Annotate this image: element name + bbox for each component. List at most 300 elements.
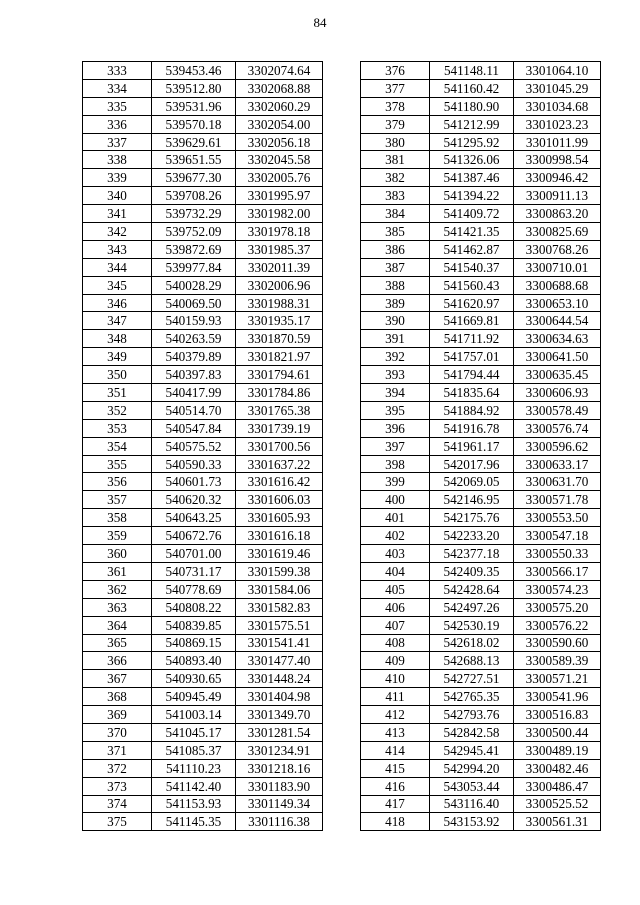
y-coordinate-cell: 3302005.76 bbox=[236, 169, 323, 187]
x-coordinate-cell: 541394.22 bbox=[430, 187, 514, 205]
point-number-cell: 414 bbox=[361, 741, 430, 759]
table-row bbox=[83, 205, 323, 223]
table-row bbox=[83, 276, 323, 294]
x-coordinate-cell: 541295.92 bbox=[430, 133, 514, 151]
y-coordinate-cell: 3301794.61 bbox=[236, 366, 323, 384]
y-coordinate-cell: 3301870.59 bbox=[236, 330, 323, 348]
y-coordinate-cell: 3300516.83 bbox=[514, 706, 601, 724]
table-row bbox=[361, 670, 601, 688]
y-coordinate-cell: 3301034.68 bbox=[514, 97, 601, 115]
point-number-cell: 337 bbox=[83, 133, 152, 151]
x-coordinate-cell: 539651.55 bbox=[152, 151, 236, 169]
x-coordinate-cell: 541620.97 bbox=[430, 294, 514, 312]
point-number-cell: 334 bbox=[83, 79, 152, 97]
x-coordinate-cell: 541153.93 bbox=[152, 795, 236, 813]
table-row bbox=[361, 294, 601, 312]
table-row bbox=[83, 580, 323, 598]
point-number-cell: 396 bbox=[361, 419, 430, 437]
table-row bbox=[361, 312, 601, 330]
y-coordinate-cell: 3300631.70 bbox=[514, 473, 601, 491]
point-number-cell: 357 bbox=[83, 491, 152, 509]
table-row bbox=[361, 527, 601, 545]
x-coordinate-cell: 541669.81 bbox=[430, 312, 514, 330]
point-number-cell: 342 bbox=[83, 223, 152, 241]
table-row bbox=[83, 115, 323, 133]
table-row bbox=[361, 205, 601, 223]
x-coordinate-cell: 543153.92 bbox=[430, 813, 514, 831]
table-row bbox=[361, 688, 601, 706]
point-number-cell: 373 bbox=[83, 777, 152, 795]
y-coordinate-cell: 3301982.00 bbox=[236, 205, 323, 223]
point-number-cell: 392 bbox=[361, 348, 430, 366]
x-coordinate-cell: 541757.01 bbox=[430, 348, 514, 366]
y-coordinate-cell: 3300541.96 bbox=[514, 688, 601, 706]
point-number-cell: 409 bbox=[361, 652, 430, 670]
x-coordinate-cell: 541145.35 bbox=[152, 813, 236, 831]
y-coordinate-cell: 3300635.45 bbox=[514, 366, 601, 384]
table-row bbox=[361, 330, 601, 348]
y-coordinate-cell: 3301582.83 bbox=[236, 598, 323, 616]
point-number-cell: 383 bbox=[361, 187, 430, 205]
table-row bbox=[83, 813, 323, 831]
table-row bbox=[83, 562, 323, 580]
x-coordinate-cell: 541560.43 bbox=[430, 276, 514, 294]
y-coordinate-cell: 3301619.46 bbox=[236, 545, 323, 563]
y-coordinate-cell: 3300547.18 bbox=[514, 527, 601, 545]
y-coordinate-cell: 3300946.42 bbox=[514, 169, 601, 187]
y-coordinate-cell: 3302060.29 bbox=[236, 97, 323, 115]
x-coordinate-cell: 542146.95 bbox=[430, 491, 514, 509]
point-number-cell: 371 bbox=[83, 741, 152, 759]
y-coordinate-cell: 3302068.88 bbox=[236, 79, 323, 97]
table-row bbox=[361, 115, 601, 133]
point-number-cell: 360 bbox=[83, 545, 152, 563]
x-coordinate-cell: 542017.96 bbox=[430, 455, 514, 473]
point-number-cell: 349 bbox=[83, 348, 152, 366]
x-coordinate-cell: 540397.83 bbox=[152, 366, 236, 384]
point-number-cell: 335 bbox=[83, 97, 152, 115]
point-number-cell: 352 bbox=[83, 401, 152, 419]
point-number-cell: 413 bbox=[361, 723, 430, 741]
point-number-cell: 382 bbox=[361, 169, 430, 187]
x-coordinate-cell: 539872.69 bbox=[152, 240, 236, 258]
x-coordinate-cell: 541212.99 bbox=[430, 115, 514, 133]
x-coordinate-cell: 539453.46 bbox=[152, 62, 236, 80]
y-coordinate-cell: 3300525.52 bbox=[514, 795, 601, 813]
y-coordinate-cell: 3300633.17 bbox=[514, 455, 601, 473]
x-coordinate-cell: 543116.40 bbox=[430, 795, 514, 813]
table-row bbox=[361, 473, 601, 491]
x-coordinate-cell: 541835.64 bbox=[430, 384, 514, 402]
x-coordinate-cell: 542945.41 bbox=[430, 741, 514, 759]
y-coordinate-cell: 3301349.70 bbox=[236, 706, 323, 724]
point-number-cell: 418 bbox=[361, 813, 430, 831]
table-row bbox=[361, 795, 601, 813]
point-number-cell: 372 bbox=[83, 759, 152, 777]
point-number-cell: 387 bbox=[361, 258, 430, 276]
table-row bbox=[361, 509, 601, 527]
x-coordinate-cell: 542793.76 bbox=[430, 706, 514, 724]
x-coordinate-cell: 540945.49 bbox=[152, 688, 236, 706]
x-coordinate-cell: 542175.76 bbox=[430, 509, 514, 527]
point-number-cell: 361 bbox=[83, 562, 152, 580]
table-row bbox=[361, 276, 601, 294]
table-row bbox=[361, 133, 601, 151]
y-coordinate-cell: 3302074.64 bbox=[236, 62, 323, 80]
table-row bbox=[361, 187, 601, 205]
table-row bbox=[83, 527, 323, 545]
table-row bbox=[361, 169, 601, 187]
point-number-cell: 339 bbox=[83, 169, 152, 187]
point-number-cell: 405 bbox=[361, 580, 430, 598]
y-coordinate-cell: 3300575.20 bbox=[514, 598, 601, 616]
point-number-cell: 378 bbox=[361, 97, 430, 115]
point-number-cell: 368 bbox=[83, 688, 152, 706]
table-row bbox=[83, 312, 323, 330]
y-coordinate-cell: 3301985.37 bbox=[236, 240, 323, 258]
point-number-cell: 401 bbox=[361, 509, 430, 527]
x-coordinate-cell: 542497.26 bbox=[430, 598, 514, 616]
x-coordinate-cell: 542377.18 bbox=[430, 545, 514, 563]
table-row bbox=[83, 670, 323, 688]
point-number-cell: 359 bbox=[83, 527, 152, 545]
table-row bbox=[83, 258, 323, 276]
point-number-cell: 394 bbox=[361, 384, 430, 402]
y-coordinate-cell: 3301011.99 bbox=[514, 133, 601, 151]
x-coordinate-cell: 540839.85 bbox=[152, 616, 236, 634]
table-row bbox=[361, 366, 601, 384]
x-coordinate-cell: 540590.33 bbox=[152, 455, 236, 473]
x-coordinate-cell: 542842.58 bbox=[430, 723, 514, 741]
table-row bbox=[361, 151, 601, 169]
point-number-cell: 365 bbox=[83, 634, 152, 652]
x-coordinate-cell: 542530.19 bbox=[430, 616, 514, 634]
table-row bbox=[83, 330, 323, 348]
table-row bbox=[361, 62, 601, 80]
page-number: 84 bbox=[313, 15, 327, 30]
point-number-cell: 380 bbox=[361, 133, 430, 151]
table-row bbox=[361, 616, 601, 634]
table-row bbox=[83, 723, 323, 741]
y-coordinate-cell: 3301281.54 bbox=[236, 723, 323, 741]
point-number-cell: 415 bbox=[361, 759, 430, 777]
point-number-cell: 350 bbox=[83, 366, 152, 384]
x-coordinate-cell: 540731.17 bbox=[152, 562, 236, 580]
x-coordinate-cell: 540808.22 bbox=[152, 598, 236, 616]
table-row bbox=[83, 366, 323, 384]
y-coordinate-cell: 3301637.22 bbox=[236, 455, 323, 473]
x-coordinate-cell: 542994.20 bbox=[430, 759, 514, 777]
point-number-cell: 390 bbox=[361, 312, 430, 330]
table-row bbox=[83, 437, 323, 455]
point-number-cell: 343 bbox=[83, 240, 152, 258]
point-number-cell: 381 bbox=[361, 151, 430, 169]
table-row bbox=[361, 384, 601, 402]
y-coordinate-cell: 3301584.06 bbox=[236, 580, 323, 598]
y-coordinate-cell: 3300500.44 bbox=[514, 723, 601, 741]
table-row bbox=[83, 652, 323, 670]
y-coordinate-cell: 3301700.56 bbox=[236, 437, 323, 455]
y-coordinate-cell: 3301477.40 bbox=[236, 652, 323, 670]
point-number-cell: 412 bbox=[361, 706, 430, 724]
point-number-cell: 397 bbox=[361, 437, 430, 455]
x-coordinate-cell: 540620.32 bbox=[152, 491, 236, 509]
x-coordinate-cell: 542688.13 bbox=[430, 652, 514, 670]
y-coordinate-cell: 3300486.47 bbox=[514, 777, 601, 795]
table-row bbox=[361, 706, 601, 724]
y-coordinate-cell: 3300606.93 bbox=[514, 384, 601, 402]
coordinates-table-right bbox=[360, 61, 601, 831]
point-number-cell: 399 bbox=[361, 473, 430, 491]
table-row bbox=[361, 223, 601, 241]
x-coordinate-cell: 542409.35 bbox=[430, 562, 514, 580]
y-coordinate-cell: 3301821.97 bbox=[236, 348, 323, 366]
y-coordinate-cell: 3300710.01 bbox=[514, 258, 601, 276]
point-number-cell: 402 bbox=[361, 527, 430, 545]
point-number-cell: 358 bbox=[83, 509, 152, 527]
x-coordinate-cell: 540514.70 bbox=[152, 401, 236, 419]
table-row bbox=[361, 580, 601, 598]
x-coordinate-cell: 541884.92 bbox=[430, 401, 514, 419]
table-row bbox=[83, 240, 323, 258]
table-row bbox=[83, 151, 323, 169]
x-coordinate-cell: 541711.92 bbox=[430, 330, 514, 348]
table-row bbox=[361, 491, 601, 509]
y-coordinate-cell: 3301234.91 bbox=[236, 741, 323, 759]
x-coordinate-cell: 541085.37 bbox=[152, 741, 236, 759]
y-coordinate-cell: 3300768.26 bbox=[514, 240, 601, 258]
x-coordinate-cell: 542428.64 bbox=[430, 580, 514, 598]
point-number-cell: 366 bbox=[83, 652, 152, 670]
table-row bbox=[361, 348, 601, 366]
point-number-cell: 388 bbox=[361, 276, 430, 294]
y-coordinate-cell: 3300911.13 bbox=[514, 187, 601, 205]
y-coordinate-cell: 3301616.42 bbox=[236, 473, 323, 491]
y-coordinate-cell: 3301404.98 bbox=[236, 688, 323, 706]
y-coordinate-cell: 3300688.68 bbox=[514, 276, 601, 294]
table-row bbox=[83, 169, 323, 187]
x-coordinate-cell: 542765.35 bbox=[430, 688, 514, 706]
table-row bbox=[83, 62, 323, 80]
x-coordinate-cell: 541003.14 bbox=[152, 706, 236, 724]
x-coordinate-cell: 539629.61 bbox=[152, 133, 236, 151]
point-number-cell: 384 bbox=[361, 205, 430, 223]
table-row bbox=[361, 634, 601, 652]
x-coordinate-cell: 540028.29 bbox=[152, 276, 236, 294]
x-coordinate-cell: 539677.30 bbox=[152, 169, 236, 187]
y-coordinate-cell: 3300550.33 bbox=[514, 545, 601, 563]
table-row bbox=[361, 419, 601, 437]
y-coordinate-cell: 3301064.10 bbox=[514, 62, 601, 80]
point-number-cell: 356 bbox=[83, 473, 152, 491]
table-row bbox=[83, 384, 323, 402]
point-number-cell: 391 bbox=[361, 330, 430, 348]
table-row bbox=[83, 634, 323, 652]
y-coordinate-cell: 3301023.23 bbox=[514, 115, 601, 133]
y-coordinate-cell: 3302056.18 bbox=[236, 133, 323, 151]
y-coordinate-cell: 3301575.51 bbox=[236, 616, 323, 634]
table-row bbox=[361, 652, 601, 670]
point-number-cell: 395 bbox=[361, 401, 430, 419]
point-number-cell: 346 bbox=[83, 294, 152, 312]
table-row bbox=[83, 509, 323, 527]
y-coordinate-cell: 3300553.50 bbox=[514, 509, 601, 527]
y-coordinate-cell: 3301045.29 bbox=[514, 79, 601, 97]
y-coordinate-cell: 3301218.16 bbox=[236, 759, 323, 777]
table-row bbox=[361, 813, 601, 831]
y-coordinate-cell: 3300589.39 bbox=[514, 652, 601, 670]
point-number-cell: 341 bbox=[83, 205, 152, 223]
x-coordinate-cell: 541110.23 bbox=[152, 759, 236, 777]
x-coordinate-cell: 540778.69 bbox=[152, 580, 236, 598]
y-coordinate-cell: 3300578.49 bbox=[514, 401, 601, 419]
table-row bbox=[83, 688, 323, 706]
point-number-cell: 386 bbox=[361, 240, 430, 258]
x-coordinate-cell: 539977.84 bbox=[152, 258, 236, 276]
point-number-cell: 362 bbox=[83, 580, 152, 598]
y-coordinate-cell: 3300571.78 bbox=[514, 491, 601, 509]
x-coordinate-cell: 541180.90 bbox=[430, 97, 514, 115]
table-row bbox=[361, 79, 601, 97]
point-number-cell: 417 bbox=[361, 795, 430, 813]
table-row bbox=[361, 401, 601, 419]
table-row bbox=[83, 473, 323, 491]
y-coordinate-cell: 3300590.60 bbox=[514, 634, 601, 652]
point-number-cell: 367 bbox=[83, 670, 152, 688]
point-number-cell: 364 bbox=[83, 616, 152, 634]
y-coordinate-cell: 3300596.62 bbox=[514, 437, 601, 455]
table-row bbox=[361, 258, 601, 276]
point-number-cell: 377 bbox=[361, 79, 430, 97]
x-coordinate-cell: 540893.40 bbox=[152, 652, 236, 670]
x-coordinate-cell: 542233.20 bbox=[430, 527, 514, 545]
table-row bbox=[83, 777, 323, 795]
point-number-cell: 411 bbox=[361, 688, 430, 706]
y-coordinate-cell: 3300561.31 bbox=[514, 813, 601, 831]
point-number-cell: 374 bbox=[83, 795, 152, 813]
y-coordinate-cell: 3300998.54 bbox=[514, 151, 601, 169]
point-number-cell: 393 bbox=[361, 366, 430, 384]
point-number-cell: 406 bbox=[361, 598, 430, 616]
x-coordinate-cell: 539531.96 bbox=[152, 97, 236, 115]
y-coordinate-cell: 3300863.20 bbox=[514, 205, 601, 223]
x-coordinate-cell: 541961.17 bbox=[430, 437, 514, 455]
x-coordinate-cell: 540547.84 bbox=[152, 419, 236, 437]
y-coordinate-cell: 3300482.46 bbox=[514, 759, 601, 777]
x-coordinate-cell: 541794.44 bbox=[430, 366, 514, 384]
x-coordinate-cell: 539752.09 bbox=[152, 223, 236, 241]
x-coordinate-cell: 540869.15 bbox=[152, 634, 236, 652]
table-row bbox=[361, 545, 601, 563]
x-coordinate-cell: 540263.59 bbox=[152, 330, 236, 348]
y-coordinate-cell: 3300576.22 bbox=[514, 616, 601, 634]
table-row bbox=[361, 437, 601, 455]
y-coordinate-cell: 3301978.18 bbox=[236, 223, 323, 241]
x-coordinate-cell: 539512.80 bbox=[152, 79, 236, 97]
point-number-cell: 403 bbox=[361, 545, 430, 563]
table-row bbox=[83, 79, 323, 97]
coordinates-table-left bbox=[82, 61, 323, 831]
table-row bbox=[83, 741, 323, 759]
point-number-cell: 354 bbox=[83, 437, 152, 455]
x-coordinate-cell: 541387.46 bbox=[430, 169, 514, 187]
y-coordinate-cell: 3301995.97 bbox=[236, 187, 323, 205]
point-number-cell: 400 bbox=[361, 491, 430, 509]
y-coordinate-cell: 3300825.69 bbox=[514, 223, 601, 241]
y-coordinate-cell: 3302006.96 bbox=[236, 276, 323, 294]
x-coordinate-cell: 541160.42 bbox=[430, 79, 514, 97]
y-coordinate-cell: 3301616.18 bbox=[236, 527, 323, 545]
point-number-cell: 385 bbox=[361, 223, 430, 241]
table-row bbox=[83, 187, 323, 205]
x-coordinate-cell: 540930.65 bbox=[152, 670, 236, 688]
x-coordinate-cell: 540643.25 bbox=[152, 509, 236, 527]
x-coordinate-cell: 540601.73 bbox=[152, 473, 236, 491]
table-row bbox=[83, 759, 323, 777]
x-coordinate-cell: 540379.89 bbox=[152, 348, 236, 366]
y-coordinate-cell: 3301765.38 bbox=[236, 401, 323, 419]
point-number-cell: 404 bbox=[361, 562, 430, 580]
x-coordinate-cell: 541421.35 bbox=[430, 223, 514, 241]
y-coordinate-cell: 3302054.00 bbox=[236, 115, 323, 133]
point-number-cell: 408 bbox=[361, 634, 430, 652]
table-row bbox=[83, 616, 323, 634]
table-row bbox=[83, 97, 323, 115]
y-coordinate-cell: 3300571.21 bbox=[514, 670, 601, 688]
point-number-cell: 355 bbox=[83, 455, 152, 473]
y-coordinate-cell: 3302045.58 bbox=[236, 151, 323, 169]
point-number-cell: 338 bbox=[83, 151, 152, 169]
table-row bbox=[361, 562, 601, 580]
point-number-cell: 340 bbox=[83, 187, 152, 205]
y-coordinate-cell: 3301605.93 bbox=[236, 509, 323, 527]
y-coordinate-cell: 3300574.23 bbox=[514, 580, 601, 598]
y-coordinate-cell: 3300576.74 bbox=[514, 419, 601, 437]
table-row bbox=[83, 491, 323, 509]
point-number-cell: 333 bbox=[83, 62, 152, 80]
table-row bbox=[83, 455, 323, 473]
table-row bbox=[361, 759, 601, 777]
x-coordinate-cell: 539570.18 bbox=[152, 115, 236, 133]
x-coordinate-cell: 540417.99 bbox=[152, 384, 236, 402]
table-row bbox=[361, 777, 601, 795]
point-number-cell: 348 bbox=[83, 330, 152, 348]
x-coordinate-cell: 540672.76 bbox=[152, 527, 236, 545]
table-row bbox=[83, 348, 323, 366]
point-number-cell: 410 bbox=[361, 670, 430, 688]
x-coordinate-cell: 541409.72 bbox=[430, 205, 514, 223]
table-row bbox=[83, 795, 323, 813]
point-number-cell: 351 bbox=[83, 384, 152, 402]
x-coordinate-cell: 541462.87 bbox=[430, 240, 514, 258]
point-number-cell: 345 bbox=[83, 276, 152, 294]
x-coordinate-cell: 541148.11 bbox=[430, 62, 514, 80]
x-coordinate-cell: 541916.78 bbox=[430, 419, 514, 437]
table-row bbox=[83, 545, 323, 563]
point-number-cell: 389 bbox=[361, 294, 430, 312]
table-row bbox=[83, 706, 323, 724]
x-coordinate-cell: 541142.40 bbox=[152, 777, 236, 795]
x-coordinate-cell: 540701.00 bbox=[152, 545, 236, 563]
x-coordinate-cell: 543053.44 bbox=[430, 777, 514, 795]
x-coordinate-cell: 541045.17 bbox=[152, 723, 236, 741]
point-number-cell: 369 bbox=[83, 706, 152, 724]
y-coordinate-cell: 3302011.39 bbox=[236, 258, 323, 276]
y-coordinate-cell: 3301541.41 bbox=[236, 634, 323, 652]
point-number-cell: 344 bbox=[83, 258, 152, 276]
point-number-cell: 398 bbox=[361, 455, 430, 473]
point-number-cell: 353 bbox=[83, 419, 152, 437]
